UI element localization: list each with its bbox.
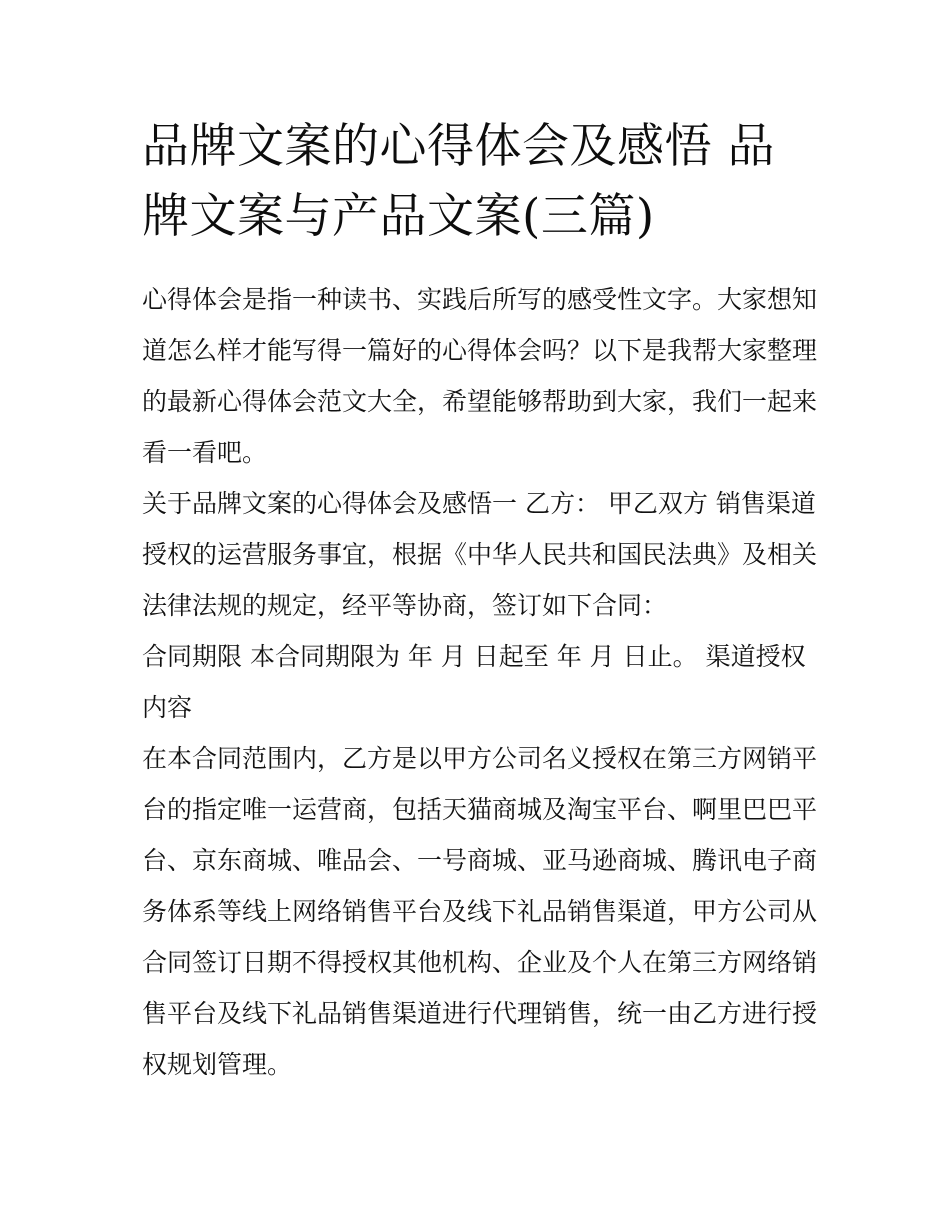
document-title: 品牌文案的心得体会及感悟 品牌文案与产品文案(三篇)	[142, 119, 775, 244]
paragraph-authorization-scope: 在本合同范围内，乙方是以甲方公司名义授权在第三方网销平台的指定唯一运营商，包括天猫商城及淘宝平台、啊里巴巴平台、京东商城、唯品会、一号商城、亚马逊商城、腾讯电子商务体系等线上网络销售平台及线下礼品销售渠道，甲方公司从合同签订日期不得授权其他机构、企业及个人在第三方网络销售平台及线下礼品销售渠道进行代理销售，统一由乙方进行授权规划管理。	[142, 744, 818, 1079]
document-body	[142, 274, 818, 1090]
paragraph-intro: 心得体会是指一种读书、实践后所写的感受性文字。大家想知道怎么样才能写得一篇好的心得体会吗？以下是我帮大家整理的最新心得体会范文大全，希望能够帮助到大家，我们一起来看一看吧。	[142, 285, 818, 467]
paragraph-contract-term: 合同期限 本合同期限为 年 月 日起至 年 月 日止。 渠道授权内容	[142, 642, 806, 722]
paragraph-contract-intro: 关于品牌文案的心得体会及感悟一 乙方： 甲乙双方 销售渠道授权的运营服务事宜，根据《中华人民共和国民法典》及相关法律法规的规定，经平等协商，签订如下合同：	[142, 489, 818, 620]
document-content	[142, 112, 818, 1090]
